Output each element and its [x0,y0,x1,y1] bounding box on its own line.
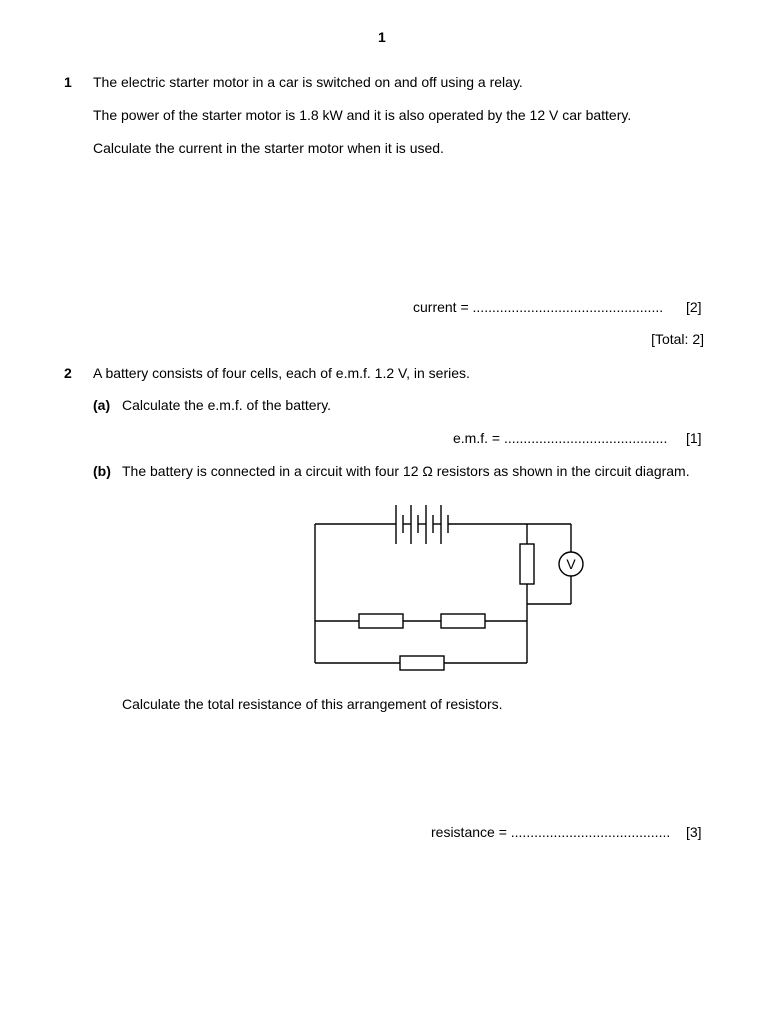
q2a-text: Calculate the e.m.f. of the battery. [122,397,332,413]
q2b-text: The battery is connected in a circuit with four 12 Ω resistors as shown in the circuit diagram. [122,463,690,479]
q2a-label: (a) [93,397,111,413]
q2b-label: (b) [93,463,111,479]
voltmeter-label: V [566,556,576,572]
q1-total: [Total: 2] [651,331,704,347]
q1-marks: [2] [686,299,702,315]
q2b-answer-label[interactable]: resistance = ......................................... [431,824,671,840]
q1-line3: Calculate the current in the starter motor when it is used. [93,140,444,156]
q1-answer-label[interactable]: current = ................................................. [413,299,664,315]
bottom-resistor [400,656,444,670]
q2a-answer-label[interactable]: e.m.f. = .......................................... [453,430,668,446]
q2a-marks: [1] [686,430,702,446]
battery-symbol [396,505,448,544]
page-number: 1 [378,29,386,45]
middle-resistor-2 [441,614,485,628]
q1-line2: The power of the starter motor is 1.8 kW and it is also operated by the 12 V car battery. [93,107,632,123]
q2b-marks: [3] [686,824,702,840]
middle-resistor-1 [359,614,403,628]
circuit-diagram [300,495,600,680]
q2-number: 2 [64,365,72,381]
q2b-question: Calculate the total resistance of this arrangement of resistors. [122,696,503,712]
vertical-resistor [520,544,534,584]
q2-intro: A battery consists of four cells, each of e.m.f. 1.2 V, in series. [93,365,470,381]
q1-line1: The electric starter motor in a car is switched on and off using a relay. [93,74,523,90]
q1-number: 1 [64,74,72,90]
